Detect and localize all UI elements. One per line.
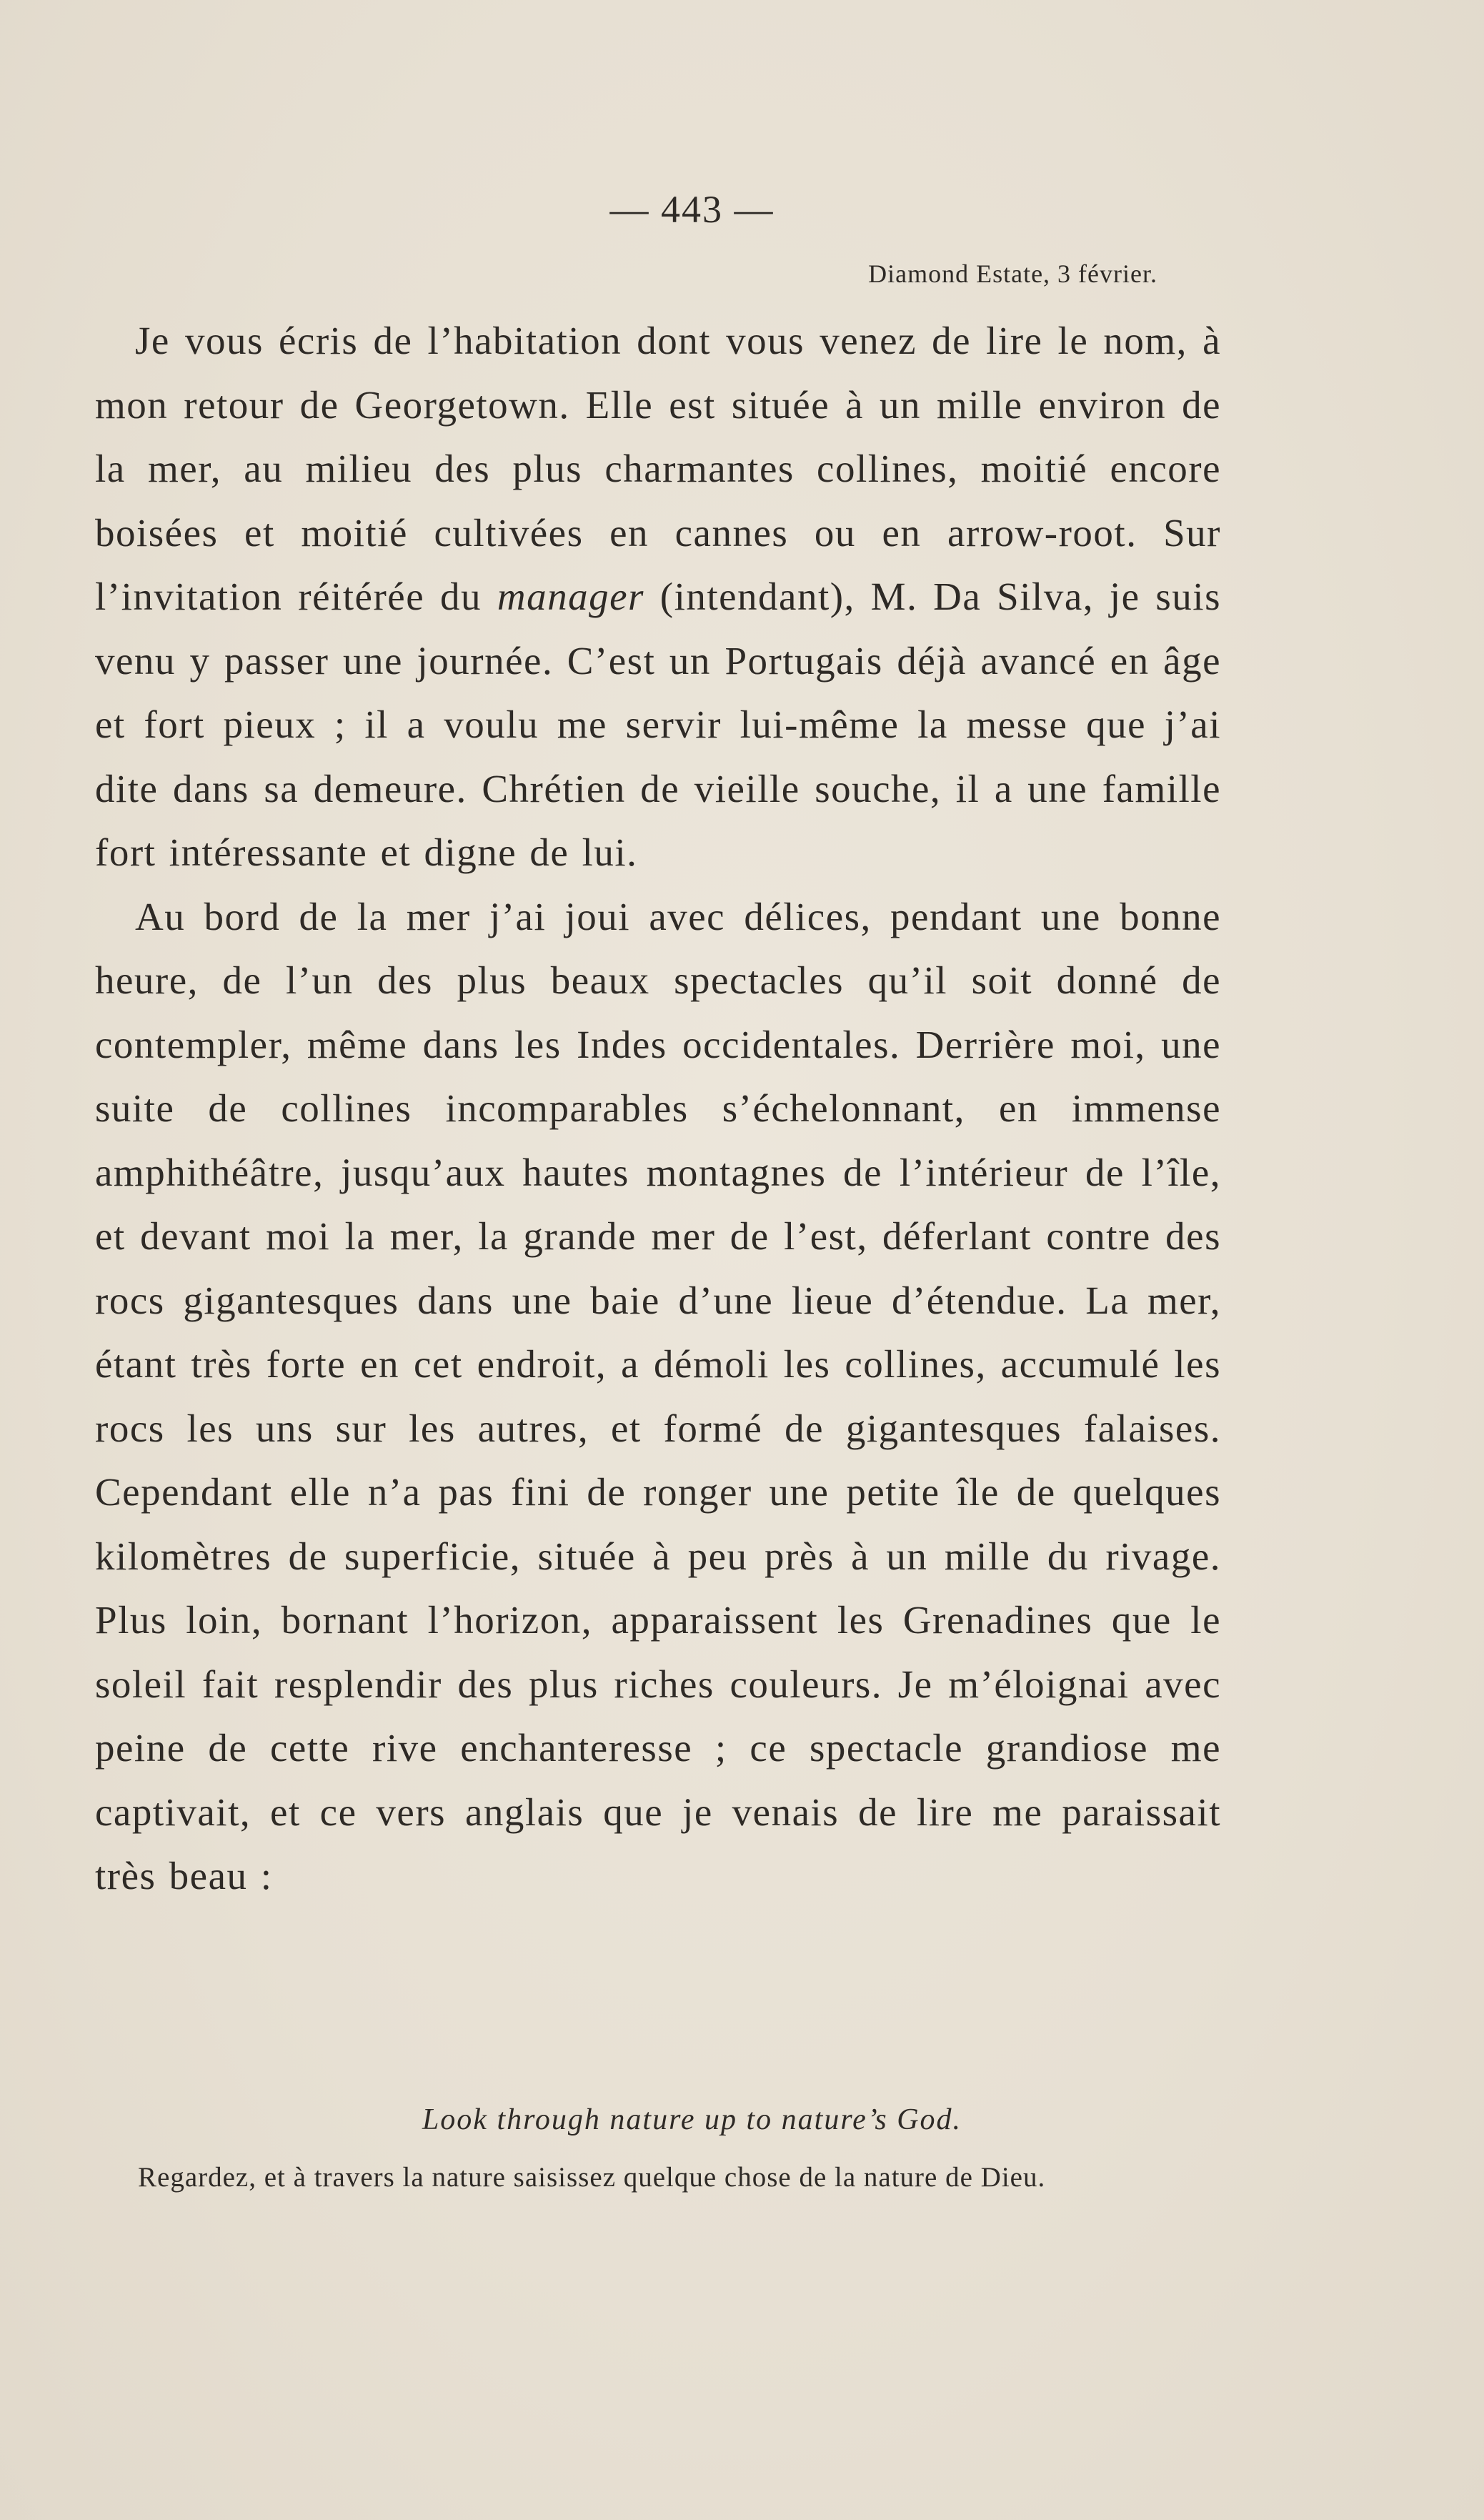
dateline: Diamond Estate, 3 février. bbox=[868, 259, 1157, 288]
quote-line: Look through nature up to nature’s God. bbox=[422, 2103, 962, 2136]
body-text bbox=[95, 309, 1221, 1908]
paragraph-2: Au bord de la mer j’ai joui avec délices, pendant une bonne heure, de l’un des plus beaux spectacles qu’il soit donné de contempler, même dans les Indes occidentales. Derrière moi, une suite de collines incomparables s’échelonnant, en immense amphithéâtre, jusqu’aux hautes montagnes de l’intérieur de l’île, et devant moi la mer, la grande mer de l’est, déferlant contre des rocs gigantesques dans une baie d’une lieue d’étendue. La mer, étant très forte en cet endroit, a démoli les collines, accumulé les rocs les uns sur les autres, et formé de gigantesques falaises. Cependant elle n’a pas fini de ronger une petite île de quelques kilomètres de superficie, située à peu près à un mille du rivage. Plus loin, bornant l’horizon, apparaissent les Grenadines que le soleil fait resplendir des plus riches couleurs. Je m’éloignai avec peine de cette rive enchanteresse ; ce spectacle grandiose me captivait, et ce vers anglais que je venais de lire me paraissait très beau : bbox=[95, 894, 1221, 1898]
paragraph-1-start: Je vous écris de l’habitation dont vous venez de lire le nom, à mon retour de Georgetown. Elle est située à un mille environ de la mer, au milieu des plus charmantes collines, moitié encore boisées et moitié cultivées en cannes ou en arrow-root. Sur l’invitation réitérée du bbox=[95, 319, 1221, 618]
paragraph-1-end: (intendant), M. Da Silva, je suis venu y passer une journée. C’est un Portugais déjà avancé en âge et fort pieux ; il a voulu me servir lui-même la messe que j’ai dite dans sa demeure. Chrétien de vieille souche, il a une famille fort intéressante et digne de lui. bbox=[95, 575, 1221, 874]
paragraph-1 bbox=[95, 309, 1221, 885]
page-number: — 443 — bbox=[609, 188, 775, 231]
footnote: Regardez, et à travers la nature saisissez quelque chose de la nature de Dieu. bbox=[138, 2162, 1046, 2193]
paragraph-1-emphasis: manager bbox=[497, 575, 644, 618]
